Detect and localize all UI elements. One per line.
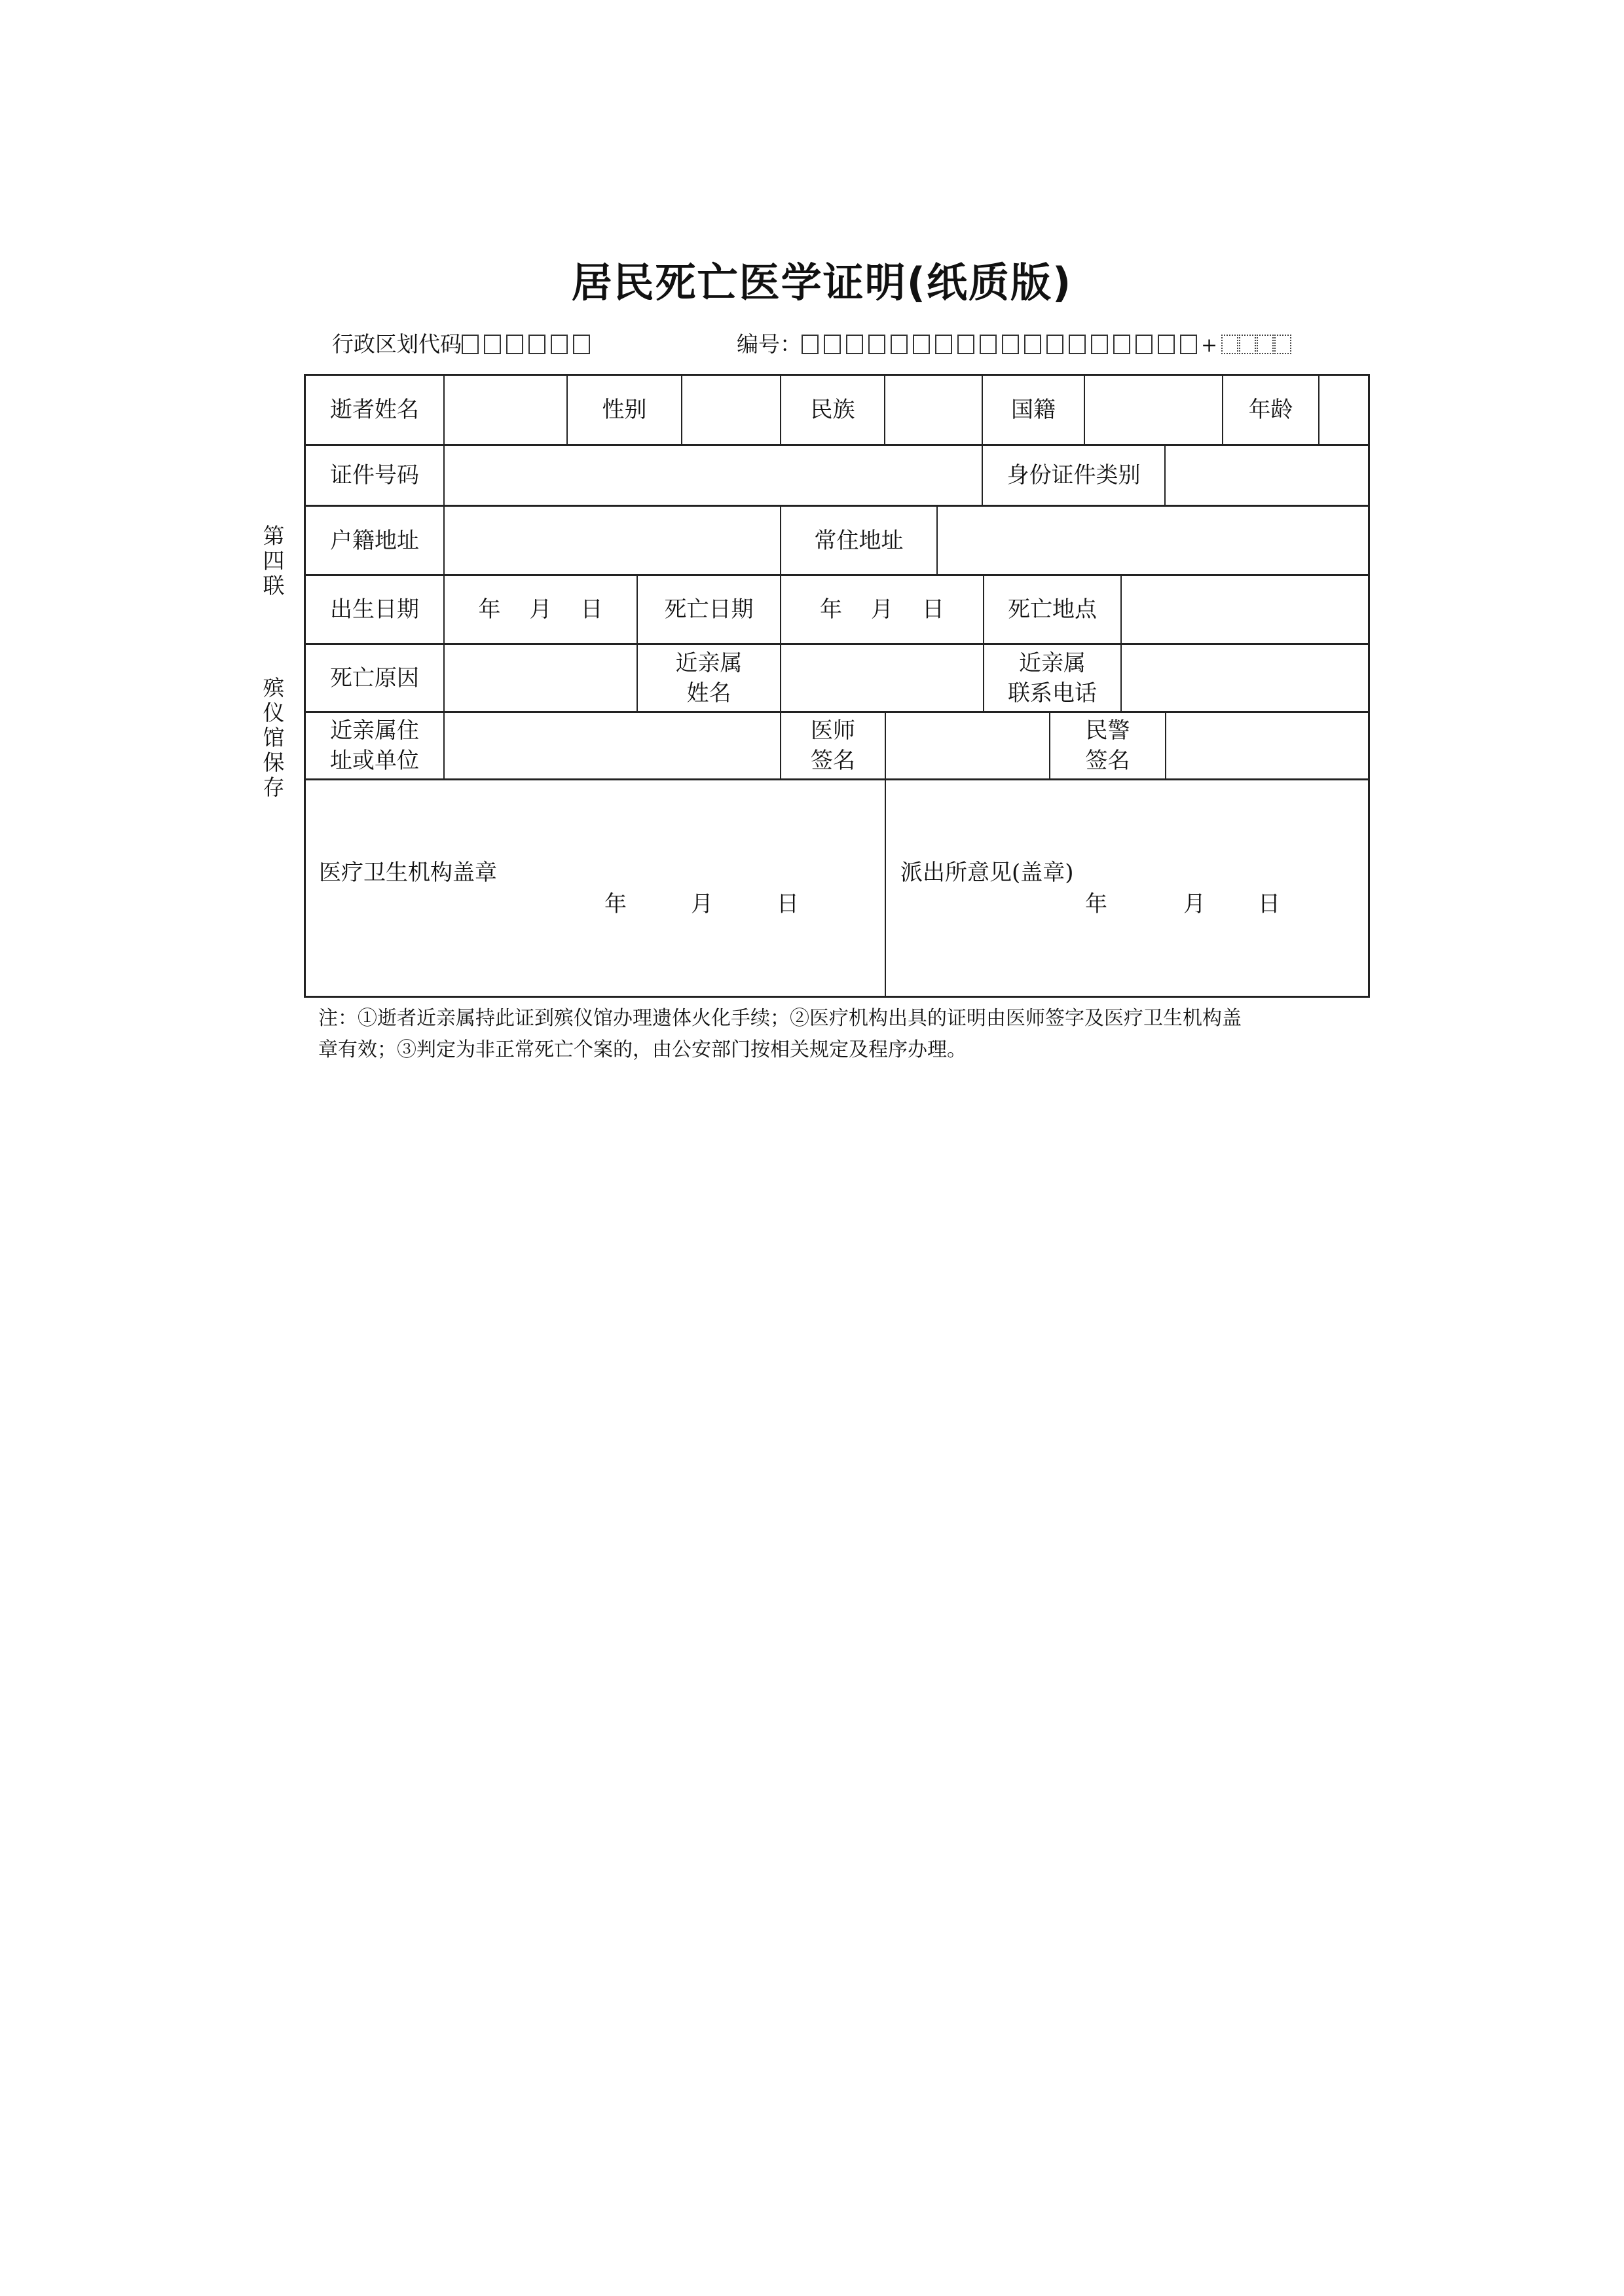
month-label: 月	[871, 596, 893, 623]
police-signature-label: 民警 签名	[1085, 718, 1130, 774]
digit-box[interactable]	[1046, 335, 1063, 354]
digit-box[interactable]	[1135, 335, 1153, 354]
relative-address-label: 近亲属住 址或单位	[330, 718, 419, 774]
death-date-label: 死亡日期	[664, 596, 754, 623]
day-label: 日	[922, 596, 944, 623]
copy-number-label: 第 四 联	[263, 523, 285, 598]
year-label: 年	[820, 596, 842, 623]
nationality-input[interactable]	[1085, 376, 1222, 444]
household-address-input[interactable]	[445, 507, 780, 574]
relative-address-input[interactable]	[445, 713, 780, 778]
id-number-label: 证件号码	[330, 462, 419, 488]
digit-box[interactable]	[1239, 335, 1256, 354]
id-type-input[interactable]	[1166, 446, 1368, 505]
number-suffix-separator: +	[1201, 334, 1218, 357]
deceased-name-input[interactable]	[445, 376, 566, 444]
death-place-input[interactable]	[1122, 576, 1368, 643]
digit-box[interactable]	[484, 335, 501, 354]
residence-address-input[interactable]	[938, 507, 1368, 574]
police-station-label: 派出所意见(盖章)	[900, 860, 1074, 886]
footnote-line-2: 章有效；③判定为非正常死亡个案的，由公安部门按相关规定及程序办理。	[318, 1038, 967, 1061]
certificate-number-label: 编号：	[737, 331, 802, 357]
digit-box[interactable]	[1113, 335, 1130, 354]
police-signature-input[interactable]	[1166, 713, 1368, 778]
region-code-boxes[interactable]	[462, 331, 595, 357]
certificate-number-field	[737, 331, 1292, 359]
digit-box[interactable]	[1002, 335, 1019, 354]
death-cause-label: 死亡原因	[330, 665, 419, 691]
keeper-label: 殡 仪 馆 保 存	[263, 675, 285, 800]
digit-box[interactable]	[506, 335, 523, 354]
police-seal-year: 年	[1085, 891, 1107, 917]
id-type-label: 身份证件类别	[1006, 462, 1141, 488]
digit-box[interactable]	[980, 335, 997, 354]
digit-box[interactable]	[1274, 335, 1291, 354]
relative-name-label: 近亲属 姓名	[675, 649, 743, 706]
month-label: 月	[529, 596, 552, 623]
digit-box[interactable]	[824, 335, 841, 354]
footnotes	[318, 1003, 1366, 1066]
digit-box[interactable]	[1257, 335, 1274, 354]
id-number-input[interactable]	[445, 446, 982, 505]
region-code-label: 行政区划代码	[332, 331, 462, 357]
region-code-field	[332, 331, 595, 357]
gender-label: 性别	[602, 397, 647, 423]
police-seal-day: 日	[1258, 891, 1280, 917]
digit-box[interactable]	[957, 335, 974, 354]
digit-box[interactable]	[1158, 335, 1175, 354]
medical-institution-seal-area[interactable]	[306, 780, 885, 998]
digit-box[interactable]	[1091, 335, 1108, 354]
certificate-number-suffix-boxes[interactable]	[1221, 331, 1292, 357]
day-label: 日	[580, 596, 603, 623]
digit-box[interactable]	[1180, 335, 1197, 354]
digit-box[interactable]	[846, 335, 863, 354]
age-input[interactable]	[1320, 376, 1368, 444]
digit-box[interactable]	[528, 335, 545, 354]
digit-box[interactable]	[913, 335, 930, 354]
death-cause-input[interactable]	[445, 645, 637, 711]
police-seal-month: 月	[1183, 891, 1206, 917]
digit-box[interactable]	[573, 335, 590, 354]
birth-date-label: 出生日期	[330, 596, 419, 623]
age-label: 年龄	[1248, 397, 1293, 423]
residence-address-label: 常住地址	[814, 527, 904, 554]
digit-box[interactable]	[891, 335, 908, 354]
digit-box[interactable]	[1024, 335, 1041, 354]
medical-seal-day: 日	[777, 891, 799, 917]
certificate-number-boxes[interactable]	[802, 331, 1202, 357]
deceased-name-label: 逝者姓名	[330, 397, 419, 423]
digit-box[interactable]	[802, 335, 819, 354]
digit-box[interactable]	[462, 335, 479, 354]
police-station-opinion-area[interactable]	[886, 780, 1368, 998]
medical-seal-year: 年	[604, 891, 627, 917]
death-certificate-form	[304, 374, 1370, 998]
digit-box[interactable]	[1221, 335, 1238, 354]
doctor-signature-input[interactable]	[886, 713, 1049, 778]
birth-date-input[interactable]	[445, 576, 637, 643]
gender-input[interactable]	[682, 376, 780, 444]
footnote-line-1: 注：①逝者近亲属持此证到殡仪馆办理遗体火化手续；②医疗机构出具的证明由医师签字及医疗卫生机构盖	[318, 1007, 1242, 1030]
relative-phone-input[interactable]	[1122, 645, 1368, 711]
doctor-signature-label: 医师 签名	[811, 718, 855, 774]
ethnicity-input[interactable]	[885, 376, 982, 444]
medical-seal-month: 月	[691, 891, 713, 917]
ethnicity-label: 民族	[810, 397, 855, 423]
digit-box[interactable]	[1069, 335, 1086, 354]
relative-phone-label: 近亲属 联系电话	[1008, 649, 1097, 706]
medical-seal-label: 医疗卫生机构盖章	[319, 860, 497, 886]
digit-box[interactable]	[868, 335, 885, 354]
death-date-input[interactable]	[781, 576, 983, 643]
nationality-label: 国籍	[1011, 397, 1056, 423]
document-title: 居民死亡医学证明(纸质版)	[571, 259, 1073, 306]
relative-name-input[interactable]	[781, 645, 983, 711]
digit-box[interactable]	[551, 335, 568, 354]
year-label: 年	[478, 596, 501, 623]
digit-box[interactable]	[935, 335, 952, 354]
household-address-label: 户籍地址	[330, 527, 419, 554]
death-place-label: 死亡地点	[1008, 596, 1097, 623]
